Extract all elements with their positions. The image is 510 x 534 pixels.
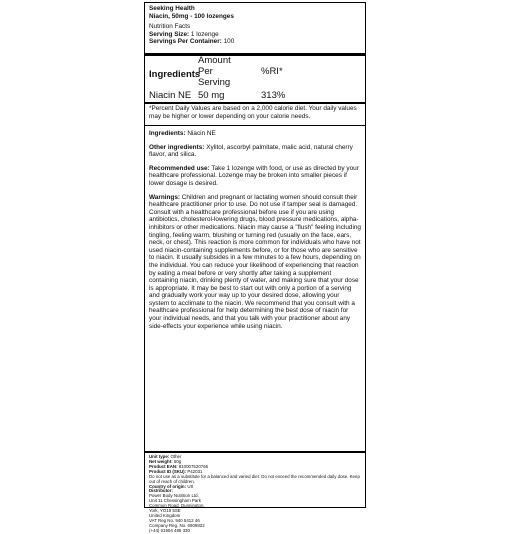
amount-head-line2: Per [198,66,213,77]
ri-column-head: %RI* [261,66,283,77]
serving-size-label: Serving Size: [149,30,190,38]
distributor-label: Distributor: [149,488,173,494]
ingredients-value: Niacin NE [187,130,216,137]
warnings-label: Warnings: [149,193,181,201]
nutrient-ri: 313% [261,90,286,101]
origin-label: Country of origin: [149,483,187,489]
other-ingredients-label: Other ingredients: [149,143,205,151]
sku-label: Product ID (SKU): [149,468,187,474]
nutrient-amount: 50 mg [198,90,225,101]
warnings-value: Children and pregnant or lactating women should consult their healthcare practitioner prior to use. Do not use if tamper seal is damaged. Consult with a healthcare professional before use if you are using antibiotics, cholesterol-lowering drugs, blood pressure medications, alpha-inhibitors or other medications. Niacin may cause a "flush" feeling including tingling, feeling warm, blushing or turning red (usually on the face, ears, neck, or chest). This reaction is more common for individuals who have not used niacin-containing supplements before, or for those who are sensitive to niacin. It usually subsides in a few minutes to a few hours, depending on the individual. You can reduce your likelihood of experiencing that reaction by eating a meal before or very shortly after taking a supplement containing niacin, drinking plenty of water, and making sure that your dose is appropriate. It may be best to start out with only a portion of a serving and gradually work your way up to your desired dose, allowing your system to acclimate to the niacin. We recommend that you consult with a healthcare professional for help determining the best dose of niacin for your individual needs, and that you talk with your practitioner about any side-effects your experience while using niacin. [149,193,361,330]
distributor-line: Unit 11 Chessingham Park [149,498,201,504]
distributor-line: Common Road, Dunnington, [149,503,205,509]
net-weight-label: Net weight: [149,458,173,464]
amount-head-line1: Amount [198,55,231,66]
facts-bottom-rule [145,102,365,104]
distributor-line: (+44) 01904 486 330 [149,527,190,533]
ean-value: 810007520766 [178,463,209,469]
serving-info [145,20,365,46]
net-weight-value: 50g [173,458,182,464]
distributor-line: United Kingdom [149,513,181,519]
product-name: Niacin, 50mg - 100 lozenges [149,12,234,20]
amount-column-head [198,55,231,88]
other-ingredients-section [149,144,361,159]
ingredients-section [149,130,361,138]
nutrient-name: Niacin NE [149,90,192,101]
product-header [145,3,365,20]
facts-title: Nutrition Facts [149,23,191,31]
origin-value: US [187,483,194,489]
serving-size-value: 1 lozenge [190,30,219,38]
brand-name: Seeking Health [149,5,195,12]
distributor-line: VAT Reg No. 940 5412 46 [149,517,200,523]
recommended-use-label: Recommended use: [149,164,210,172]
distributor-line: York, YO19 5SE [149,508,181,514]
unit-type-value: Other [170,454,182,459]
nutrition-facts-panel [144,2,366,126]
other-ingredients-value: Xylitol, ascorbyl palmitate, malic acid, natural cherry flavor, and silica. [149,143,353,159]
ean-label: Product EAN: [149,463,178,469]
distributor-line: Company Reg. No. 6909822 [149,522,205,528]
amount-head-line3: Serving [198,77,231,88]
daily-values-footnote: *Percent Daily Values are based on a 2,000 calorie diet. Your daily values may be higher or lower depending on your calorie needs. [149,105,357,120]
recommended-use-value: Take 1 lozenge with food, or use as directed by your healthcare professional. Lozenge may be broken into smaller pieces if lower dosage is desired. [149,164,359,187]
sku-value: P42031 [187,468,203,474]
servings-value: 100 [223,38,235,46]
thick-divider [145,53,365,56]
warnings-section [149,194,361,331]
servings-label: Servings Per Container: [149,38,222,46]
usage-notice: Do not use as a substitute for a balanced and varied diet. Do not exceed the recommended daily dose. Keep out of reach of children. [149,473,360,484]
ingredients-label: Ingredients: [149,130,186,137]
product-details-panel [144,126,366,452]
distributor-line: Power Body Nutrition Ltd. [149,493,199,499]
ingredients-column-head: Ingredients [149,69,201,80]
recommended-use-section [149,165,361,188]
product-meta-panel [144,452,366,533]
unit-type-label: Unit type: [149,454,170,459]
